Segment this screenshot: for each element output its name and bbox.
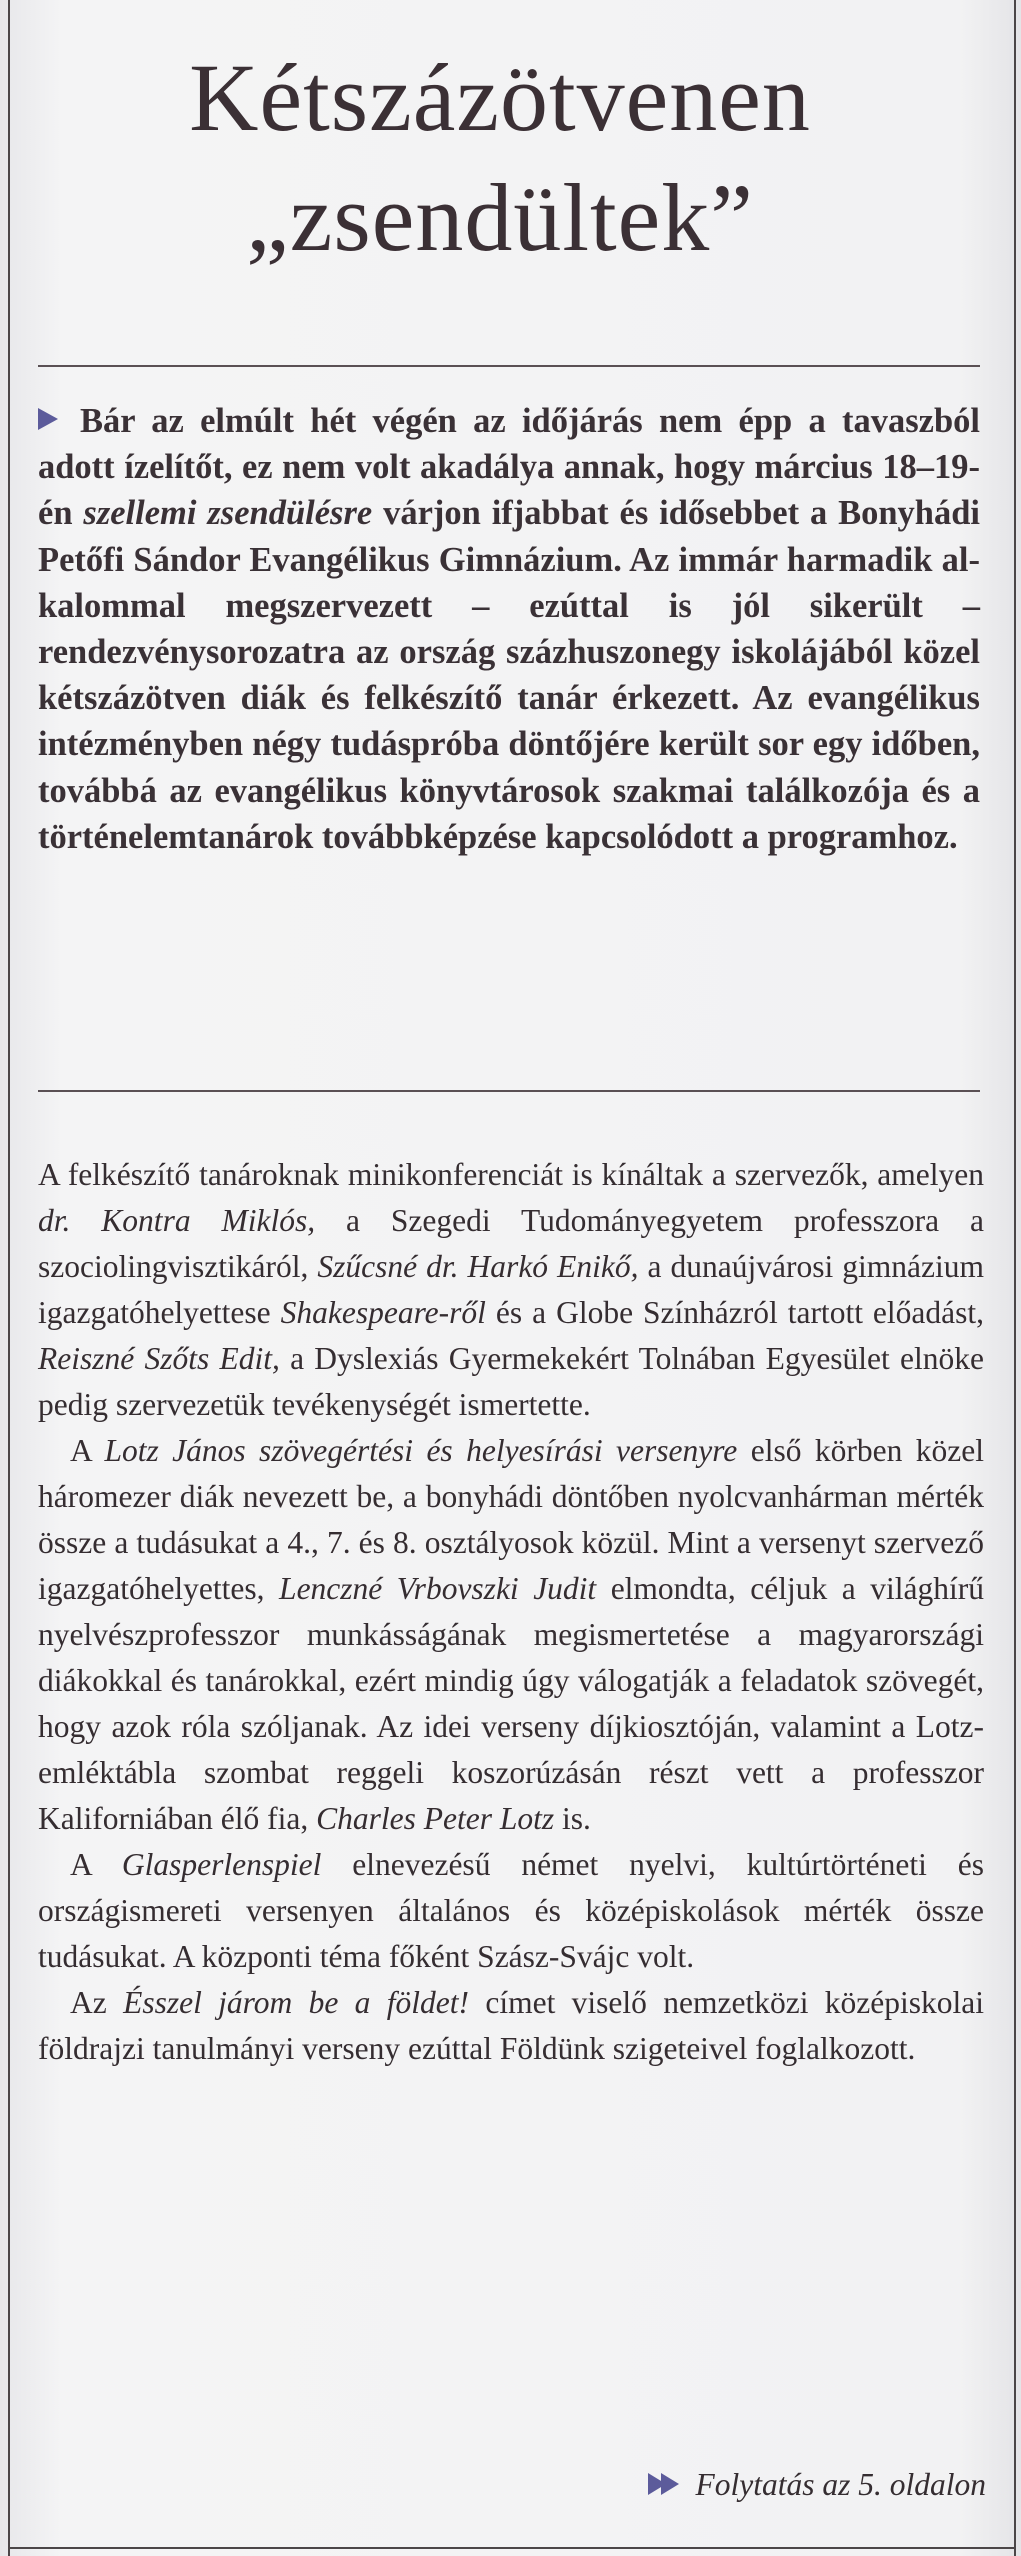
text-run: elmondta, céljuk a világhírű nyelvészprofesszor munkásságának megismertetése a magyarországi diákokkal és tanárokkal, ezért mindig úgy válogatják a feladatok szövegét, hogy azok róla szóljanak. Az idei verseny díjkiosztóján, valamint a Lotz-emléktábla szombat reggeli koszorúzásán részt vett a professzor Kaliforniában élő fia,: [38, 1571, 985, 1836]
text-run: a Dyslexiás Gyermekekért Tolnában Egyesület elnöke pedig szervezetük tevékenységét ismertette.: [38, 1341, 984, 1422]
frame-border-right: [1014, 0, 1016, 2556]
text-run: A: [70, 1433, 105, 1468]
text-run: is.: [554, 1801, 591, 1836]
text-run: és a Globe Színházról tartott előadást,: [485, 1295, 985, 1330]
continuation-text: Folytatás az 5. oldalon: [695, 2467, 986, 2502]
frame-border-bottom: [8, 2547, 1016, 2549]
triangle-arrow-icon: [38, 408, 58, 430]
person-name: Charles Peter Lotz: [316, 1801, 555, 1836]
text-run: A felkészítő tanároknak minikonferenciát is kínáltak a szervezők, amelyen: [38, 1157, 984, 1192]
divider-top: [38, 365, 980, 367]
text-run: Az: [70, 1985, 124, 2020]
lead-text-2: várjon ifjabbat és idősebbet a Bonyhádi Petőfi Sándor Evangélikus Gimnázium. Az immár harmadik alkalommal megszervezett – ezúttal is jól sikerült – rendezvénysorozatra az ország százhuszonegy iskolájából közel kétszázötven diák és felkészítő tanár érkezett. Az evangélikus intézményben négy tudáspróba döntőjére került sor egy időben, továbbá az evangélikus könyvtárosok szakmai találkozója és a történelemtanárok továbbképzése kapcsolódott a programhoz.: [38, 494, 981, 856]
text-run: első körben közel háromezer diák nevezett be, a bonyhádi döntőben nyolcvanhárman mérték össze a tudásukat a 4., 7. és 8. osztályosok közül. Mint a versenyt szervező igazgatóhelyettes,: [38, 1433, 984, 1606]
lead-paragraph: [38, 398, 980, 860]
text-run: a dunaújvárosi gimnázium igazgatóhelyettese: [38, 1249, 984, 1330]
body-paragraph-3: [38, 1842, 984, 1980]
person-name: Szűcsné dr. Harkó Enikő,: [317, 1249, 639, 1284]
frame-border-left: [8, 0, 10, 2556]
body-paragraph-4: [38, 1980, 984, 2072]
competition-name: Ésszel járom be a földet!: [123, 1985, 470, 2020]
text-run: a Szegedi Tudományegyetem professzora a szociolingvisztikáról,: [38, 1203, 984, 1284]
emphasis: Shakespeare-ről: [280, 1295, 486, 1330]
competition-name: Glasperlenspiel: [121, 1847, 322, 1882]
lead-text-1: Bár az elmúlt hét végén az időjárás nem épp a tavaszból adott ízelítőt, ez nem volt akadálya annak, hogy március 18–19-én: [38, 402, 980, 533]
double-arrow-icon: [648, 2473, 682, 2495]
person-name: Reiszné Szőts Edit,: [38, 1341, 280, 1376]
text-run: elnevezésű német nyelvi, kultúrtörténeti és országismereti versenyen általános és középiskolások mérték össze tudásukat. A központi téma főként Szász-Svájc volt.: [38, 1847, 985, 1974]
text-run: A: [70, 1847, 122, 1882]
body-paragraph-2: [38, 1428, 984, 1842]
lead-emphasis: szellemi zsendülésre: [83, 494, 373, 533]
headline-line-2: „zsendültek”: [246, 164, 754, 271]
headline-line-1: Kétszázötvenen: [189, 44, 811, 151]
text-run: címet viselő nemzetközi középiskolai földrajzi tanulmányi verseny ezúttal Földünk szigeteivel foglalkozott.: [38, 1985, 984, 2066]
person-name: dr. Kontra Miklós,: [38, 1203, 316, 1238]
body-paragraph-1: [38, 1152, 984, 1428]
article-headline: [30, 38, 970, 278]
competition-name: Lotz János szövegértési és helyesírási versenyre: [104, 1433, 738, 1468]
person-name: Lenczné Vrbovszki Judit: [279, 1571, 597, 1606]
continuation-note[interactable]: [540, 2462, 986, 2508]
article-body: [38, 1152, 984, 2072]
divider-bottom: [38, 1090, 980, 1092]
